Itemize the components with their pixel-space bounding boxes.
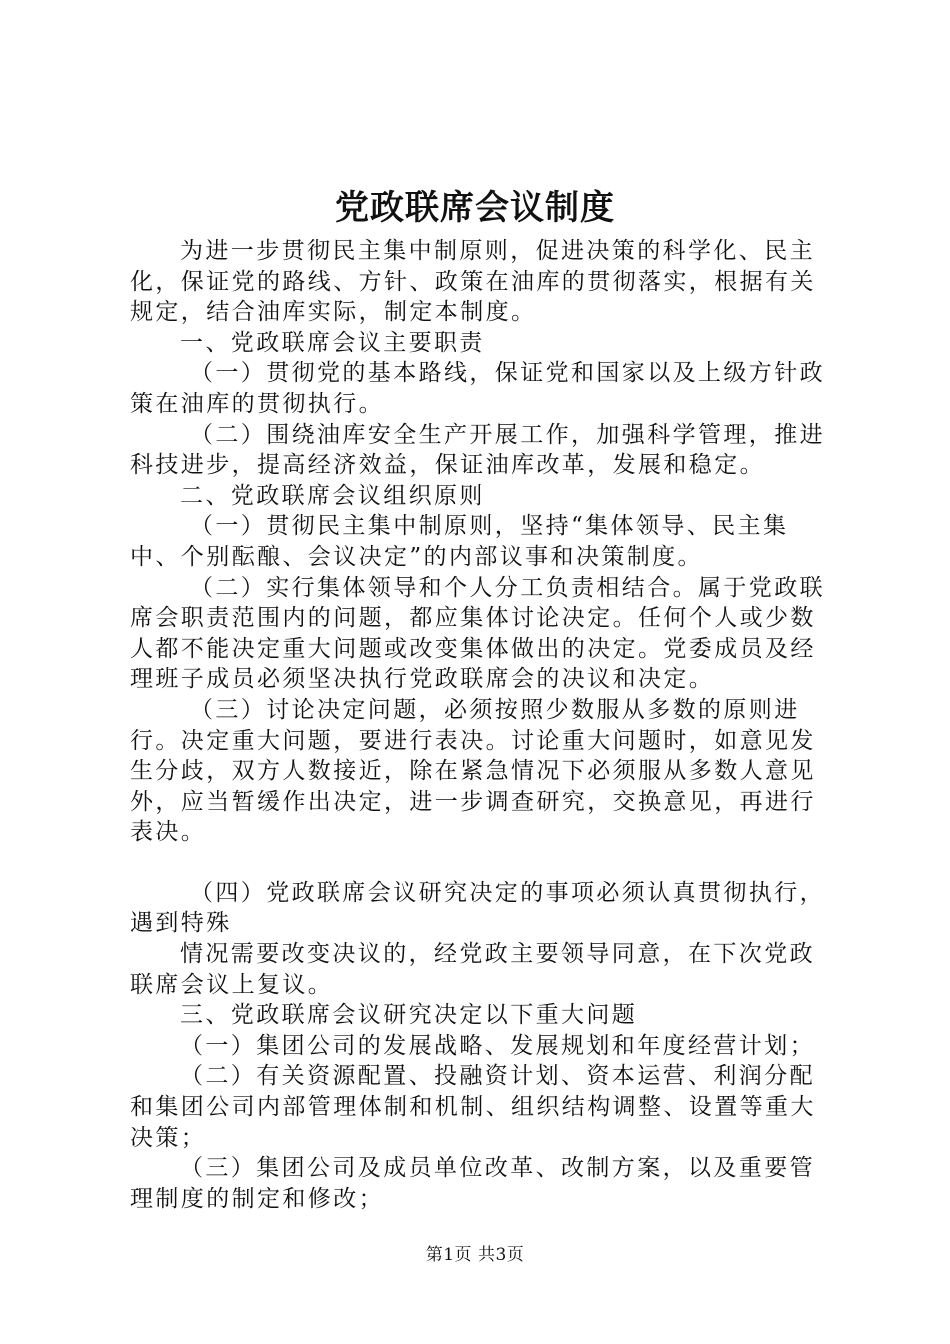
list-item: （一）集团公司的发展战略、发展规划和年度经营计划； <box>180 1032 815 1059</box>
document-title: 党政联席会议制度 <box>335 188 615 228</box>
list-item: （一）贯彻党的基本路线，保证党和国家以及上级方针政策在油库的贯彻执行。 <box>130 360 825 417</box>
list-item: （二）实行集体领导和个人分工负责相结合。属于党政联席会职责范围内的问题，都应集体讨论决定。任何个人或少数人都不能决定重大问题或改变集体做出的决定。党委成员及经理班子成员必须坚决执行党政联席会的决议和决定。 <box>130 574 825 693</box>
intro-paragraph: 为进一步贯彻民主集中制原则，促进决策的科学化、民主化，保证党的路线、方针、政策在油库的贯彻落实，根据有关规定，结合油库实际，制定本制度。 <box>130 238 816 326</box>
continuation-paragraph: 情况需要改变决议的，经党政主要领导同意，在下次党政联席会议上复议。 <box>130 941 815 998</box>
list-item: （四）党政联席会议研究决定的事项必须认真贯彻执行，遇到特殊 <box>130 879 825 937</box>
section-heading-3: 三、党政联席会议研究决定以下重大问题 <box>180 1002 638 1029</box>
list-item: （一）贯彻民主集中制原则，坚持“集体领导、民主集中、个别酝酿、会议决定”的内部议事和决策制度。 <box>130 513 789 570</box>
document-body <box>130 236 830 1214</box>
section-heading-2: 二、党政联席会议组织原则 <box>180 482 485 509</box>
section-heading-1: 一、党政联席会议主要职责 <box>180 329 485 356</box>
list-item: （三）讨论决定问题，必须按照少数服从多数的原则进行。决定重大问题，要进行表决。讨论重大问题时，如意见发生分歧，双方人数接近，除在紧急情况下必须服从多数人意见外，应当暂缓作出决定，进一步调查研究，交换意见，再进行表决。 <box>130 696 816 846</box>
list-item: （二）有关资源配置、投融资计划、资本运营、利润分配和集团公司内部管理体制和机制、组织结构调整、设置等重大决策； <box>130 1063 816 1151</box>
paragraph-gap <box>130 848 830 878</box>
list-item: （三）集团公司及成员单位改革、改制方案，以及重要管理制度的制定和修改； <box>130 1155 815 1212</box>
page-number: 第1页 共3页 <box>425 1245 525 1265</box>
list-item: （二）围绕油库安全生产开展工作，加强科学管理，推进科技进步，提高经济效益，保证油库改革，发展和稳定。 <box>130 421 825 479</box>
